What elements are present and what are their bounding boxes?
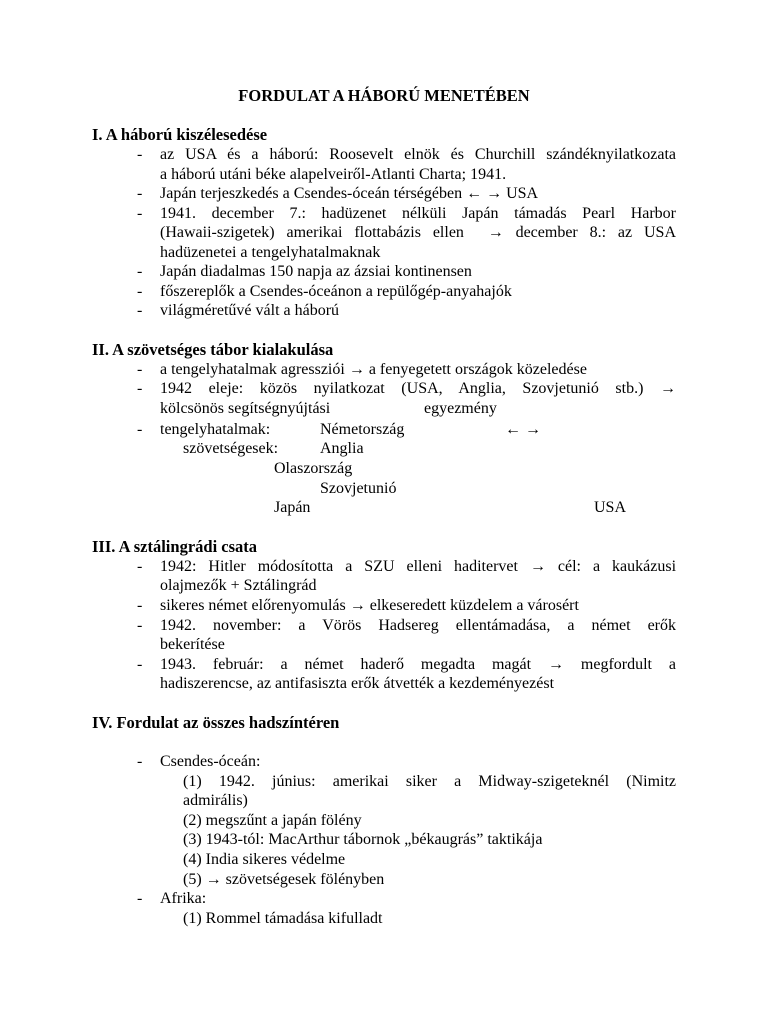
bullet-dash: - xyxy=(137,283,143,300)
arrow-right-icon: → xyxy=(547,656,564,673)
item-text: 1942: Hitler módosította a SZU elleni haditervet xyxy=(160,558,518,575)
item-text: admirális) xyxy=(183,792,248,809)
item-text: a háború utáni béke alapelveiről-Atlanti Charta; 1941. xyxy=(160,166,507,183)
arrow-right-icon: → xyxy=(348,361,365,378)
bullet-dash: - xyxy=(137,617,143,634)
page-title: FORDULAT A HÁBORÚ MENETÉBEN xyxy=(238,86,530,105)
item-text: Japán diadalmas 150 napja az ázsiai kontinensen xyxy=(160,263,472,280)
item-text: december 8.: az USA xyxy=(515,224,677,241)
bullet-dash: - xyxy=(137,205,143,222)
item-text: a fenyegetett országok közeledése xyxy=(368,361,587,378)
country-usa: USA xyxy=(594,499,627,516)
item-text: olajmezők + Sztálingrád xyxy=(160,577,317,594)
bullet-dash: - xyxy=(137,380,143,397)
item-text: 1942. november: a Vörös Hadsereg ellentámadása, a német erők xyxy=(160,617,676,634)
item-text: elkeseredett küzdelem a városért xyxy=(369,597,579,614)
arrow-right-icon: → xyxy=(205,871,222,888)
arrow-right-icon: → xyxy=(349,597,366,614)
item-text: hadüzenetei a tengelyhatalmaknak xyxy=(160,244,381,261)
item-text: Afrika: xyxy=(160,890,207,907)
arrow-right-icon: → xyxy=(529,558,546,575)
country-germany: Németország xyxy=(320,421,405,438)
country-japan: Japán xyxy=(274,499,311,516)
section-1-heading: I. A háború kiszélesedése xyxy=(92,125,268,144)
bullet-dash: - xyxy=(137,185,143,202)
arrow-right-icon: → xyxy=(660,380,676,397)
bullet-dash: - xyxy=(137,558,143,575)
item-text: az USA és a háború: Roosevelt elnök és Churchill szándéknyilatkozata xyxy=(160,146,676,163)
axis-label: tengelyhatalmak: xyxy=(160,421,271,438)
bullet-dash: - xyxy=(137,302,143,319)
item-text: egyezmény xyxy=(424,400,497,417)
item-text: USA xyxy=(506,185,539,202)
item-text: (1) 1942. június: amerikai siker a Midway-szigeteknél (Nimitz xyxy=(183,773,676,790)
item-text: hadiszerencse, az antifasiszta erők átvették a kezdeményezést xyxy=(160,675,555,692)
item-text: bekerítése xyxy=(160,636,225,653)
item-text: Csendes-óceán: xyxy=(160,753,261,770)
bullet-dash: - xyxy=(137,421,143,438)
bullet-dash: - xyxy=(137,146,143,163)
bullet-dash: - xyxy=(137,263,143,280)
item-text: (1) Rommel támadása kifulladt xyxy=(183,910,383,927)
section-2-heading: II. A szövetséges tábor kialakulása xyxy=(92,340,334,359)
item-text: kölcsönös segítségnyújtási xyxy=(160,400,331,417)
country-england: Anglia xyxy=(320,440,364,457)
double-arrow-icon: ← → xyxy=(466,185,503,202)
item-text: 1943. február: a német haderő megadta magát xyxy=(160,656,532,673)
item-text: megfordult a xyxy=(580,656,676,673)
bullet-dash: - xyxy=(137,361,143,378)
item-text: (4) India sikeres védelme xyxy=(183,851,346,868)
item-text: Japán terjeszkedés a Csendes-óceán térségében xyxy=(160,185,463,202)
item-text: szövetségesek fölényben xyxy=(225,871,385,888)
country-italy: Olaszország xyxy=(274,460,353,477)
bullet-dash: - xyxy=(137,656,143,673)
item-text: 1942 eleje: közös nyilatkozat (USA, Anglia, Szovjetunió stb.) xyxy=(160,380,644,397)
item-text: sikeres német előrenyomulás xyxy=(160,597,346,614)
section-3-heading: III. A sztálingrádi csata xyxy=(92,537,258,556)
section-4-heading: IV. Fordulat az összes hadszíntéren xyxy=(92,713,340,732)
allies-label: szövetségesek: xyxy=(183,440,279,457)
double-arrow-icon: ← → xyxy=(505,421,541,438)
arrow-right-icon: → xyxy=(487,224,504,241)
item-text: a tengelyhatalmak agressziói xyxy=(160,361,345,378)
bullet-dash: - xyxy=(137,597,143,614)
item-text: (Hawaii-szigetek) amerikai flottabázis ellen xyxy=(160,224,464,241)
item-text: cél: a kaukázusi xyxy=(557,558,677,575)
item-text: (2) megszűnt a japán fölény xyxy=(183,812,362,829)
item-text: 1941. december 7.: hadüzenet nélküli Japán támadás Pearl Harbor xyxy=(160,205,676,222)
bullet-dash: - xyxy=(137,890,143,907)
item-text: világméretűvé vált a háború xyxy=(160,302,340,319)
bullet-dash: - xyxy=(137,753,143,770)
item-text: (3) 1943-tól: MacArthur tábornok „békaugrás” taktikája xyxy=(183,831,543,848)
item-text: főszereplők a Csendes-óceánon a repülőgép-anyahajók xyxy=(160,283,512,300)
item-text: (5) xyxy=(183,871,202,888)
country-soviet-union: Szovjetunió xyxy=(320,480,397,497)
